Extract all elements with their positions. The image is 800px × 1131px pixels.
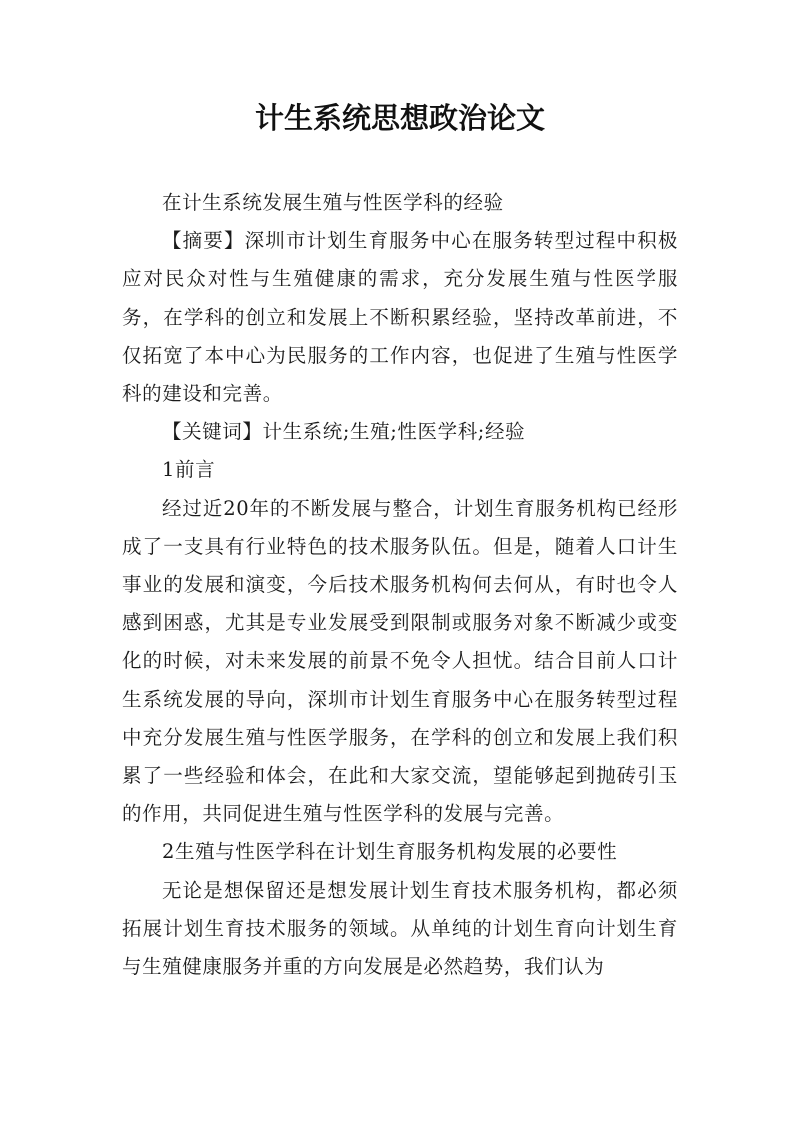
- paragraph-abstract: 【摘要】深圳市计划生育服务中心在服务转型过程中积极应对民众对性与生殖健康的需求，充分发展生殖与性医学服务，在学科的创立和发展上不断积累经验，坚持改革前进，不仅拓宽了本中心为民服务的工作内容，也促进了生殖与性医学科的建设和完善。: [122, 229, 678, 406]
- paragraph-intro: 经过近20年的不断发展与整合，计划生育服务机构已经形成了一支具有行业特色的技术服务队伍。但是，随着人口计生事业的发展和演变，今后技术服务机构何去何从，有时也令人感到困惑，尤其是专业发展受到限制或服务对象不断减少或变化的时候，对未来发展的前景不免令人担忧。结合目前人口计生系统发展的导向，深圳市计划生育服务中心在服务转型过程中充分发展生殖与性医学服务，在学科的创立和发展上我们积累了一些经验和体会，在此和大家交流，望能够起到抛砖引玉的作用，共同促进生殖与性医学科的发展与完善。: [122, 496, 678, 826]
- paragraph-keywords: 【关键词】计生系统;生殖;性医学科;经验: [161, 420, 526, 444]
- section-heading-1: 1前言: [161, 458, 216, 482]
- paragraph-necessity: 无论是想保留还是想发展计划生育技术服务机构，都必须拓展计划生育技术服务的领域。从单纯的计划生育向计划生育与生殖健康服务并重的方向发展是必然趋势，我们认为: [122, 878, 678, 979]
- section-heading-2: 2生殖与性医学科在计划生育服务机构发展的必要性: [161, 840, 618, 864]
- paragraph-subtitle: 在计生系统发展生殖与性医学科的经验: [161, 191, 504, 214]
- document-body: [122, 184, 678, 986]
- document-title: 计生系统思想政治论文: [254, 101, 545, 135]
